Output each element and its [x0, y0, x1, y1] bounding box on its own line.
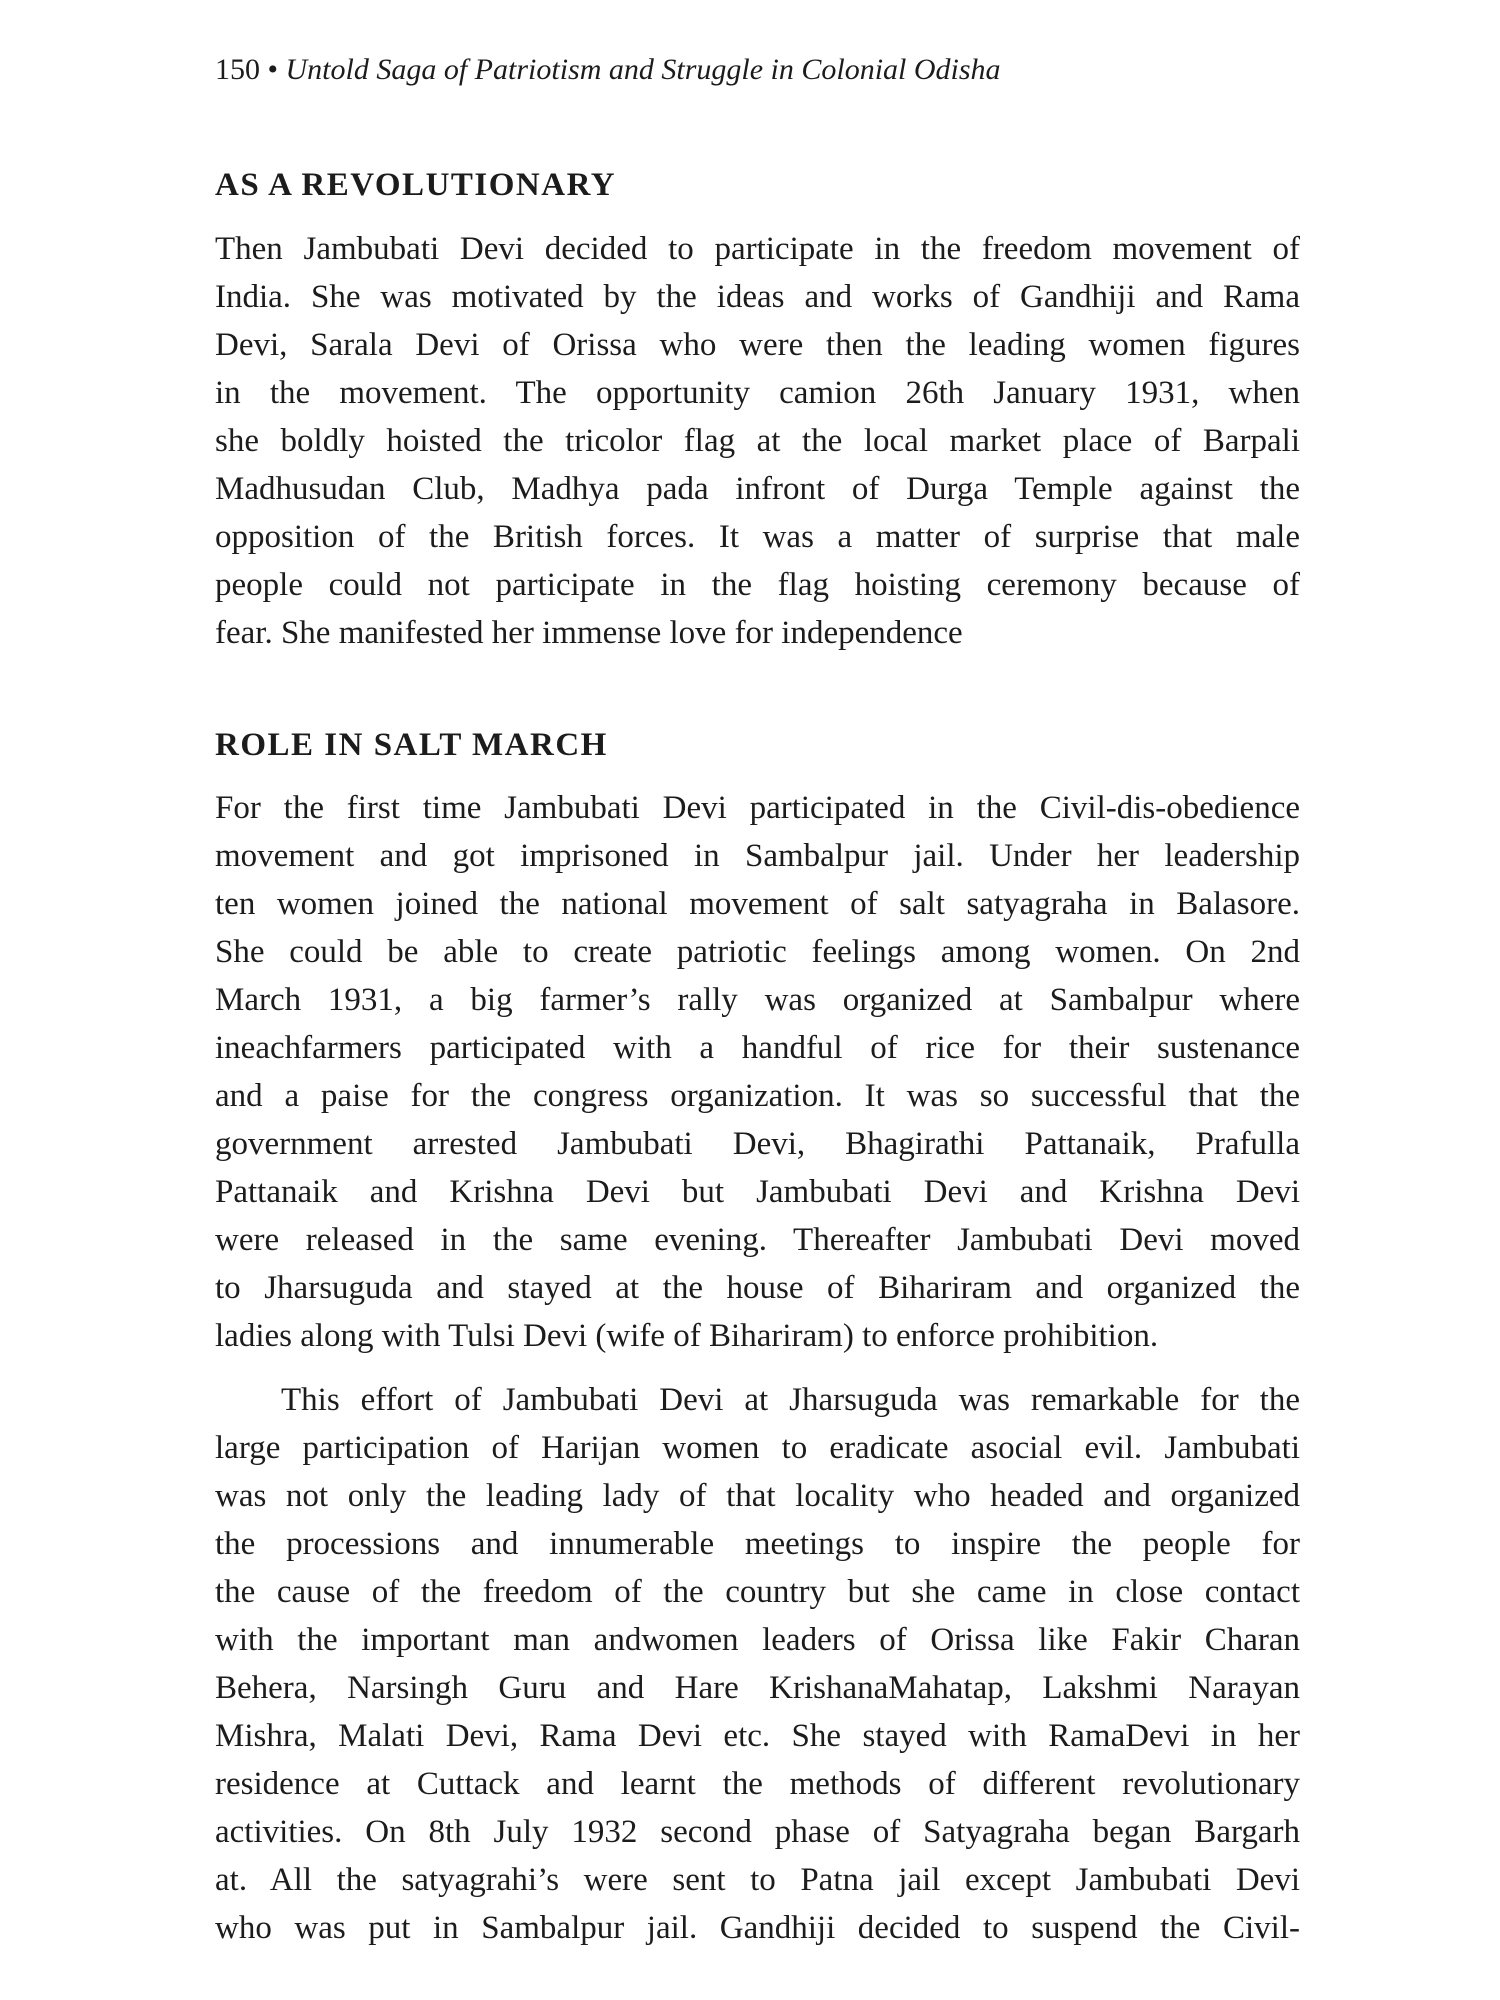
text-line: Pattanaik and Krishna Devi but Jambubati Devi and Krishna Devi — [215, 1174, 1300, 1210]
text-line: large participation of Harijan women to eradicate asocial evil. Jambubati — [215, 1430, 1300, 1466]
paragraph-salt-march-2 — [215, 1376, 1300, 1952]
text-line: activities. On 8th July 1932 second phase of Satyagraha began Bargarh — [215, 1814, 1300, 1850]
book-title: Untold Saga of Patriotism and Struggle in Colonial Odisha — [285, 53, 1001, 86]
text-line: was not only the leading lady of that locality who headed and organized — [215, 1478, 1300, 1514]
section-heading-revolutionary: AS A REVOLUTIONARY — [215, 167, 617, 203]
text-line: Madhusudan Club, Madhya pada infront of Durga Temple against the — [215, 471, 1300, 507]
text-line: ineachfarmers participated with a handful of rice for their sustenance — [215, 1030, 1300, 1066]
text-line: Mishra, Malati Devi, Rama Devi etc. She stayed with RamaDevi in her — [215, 1718, 1300, 1754]
text-line: Behera, Narsingh Guru and Hare KrishanaMahatap, Lakshmi Narayan — [215, 1670, 1300, 1706]
text-line: who was put in Sambalpur jail. Gandhiji decided to suspend the Civil- — [215, 1910, 1300, 1946]
text-line: Devi, Sarala Devi of Orissa who were then the leading women figures — [215, 327, 1300, 363]
text-line: fear. She manifested her immense love for independence — [215, 615, 963, 651]
text-line: movement and got imprisoned in Sambalpur jail. Under her leadership — [215, 838, 1300, 874]
text-line: people could not participate in the flag hoisting ceremony because of — [215, 567, 1300, 603]
text-line: she boldly hoisted the tricolor flag at the local market place of Barpali — [215, 423, 1300, 459]
text-line: and a paise for the congress organization. It was so successful that the — [215, 1078, 1300, 1114]
text-line: the processions and innumerable meetings to inspire the people for — [215, 1526, 1300, 1562]
paragraph-salt-march-1 — [215, 784, 1300, 1360]
text-line: in the movement. The opportunity camion 26th January 1931, when — [215, 375, 1300, 411]
running-head — [215, 50, 1001, 90]
page-number: 150 — [215, 53, 260, 86]
text-line: residence at Cuttack and learnt the methods of different revolutionary — [215, 1766, 1300, 1802]
header-separator: • — [267, 53, 279, 86]
text-line: Then Jambubati Devi decided to participate in the freedom movement of — [215, 231, 1300, 267]
paragraph-revolutionary — [215, 225, 1300, 657]
text-line: to Jharsuguda and stayed at the house of Bihariram and organized the — [215, 1270, 1300, 1306]
text-line: She could be able to create patriotic feelings among women. On 2nd — [215, 934, 1300, 970]
text-line: For the first time Jambubati Devi participated in the Civil-dis-obedience — [215, 790, 1300, 826]
text-line: India. She was motivated by the ideas and works of Gandhiji and Rama — [215, 279, 1300, 315]
text-line: opposition of the British forces. It was a matter of surprise that male — [215, 519, 1300, 555]
text-line: ten women joined the national movement of salt satyagraha in Balasore. — [215, 886, 1300, 922]
text-line: This effort of Jambubati Devi at Jharsuguda was remarkable for the — [281, 1382, 1300, 1418]
text-line: at. All the satyagrahi’s were sent to Patna jail except Jambubati Devi — [215, 1862, 1300, 1898]
text-line: were released in the same evening. Thereafter Jambubati Devi moved — [215, 1222, 1300, 1258]
section-heading-salt-march: ROLE IN SALT MARCH — [215, 727, 608, 763]
text-line: with the important man andwomen leaders of Orissa like Fakir Charan — [215, 1622, 1300, 1658]
text-line: government arrested Jambubati Devi, Bhagirathi Pattanaik, Prafulla — [215, 1126, 1300, 1162]
text-line: March 1931, a big farmer’s rally was organized at Sambalpur where — [215, 982, 1300, 1018]
text-line: the cause of the freedom of the country but she came in close contact — [215, 1574, 1300, 1610]
text-line: ladies along with Tulsi Devi (wife of Bihariram) to enforce prohibition. — [215, 1318, 1159, 1354]
